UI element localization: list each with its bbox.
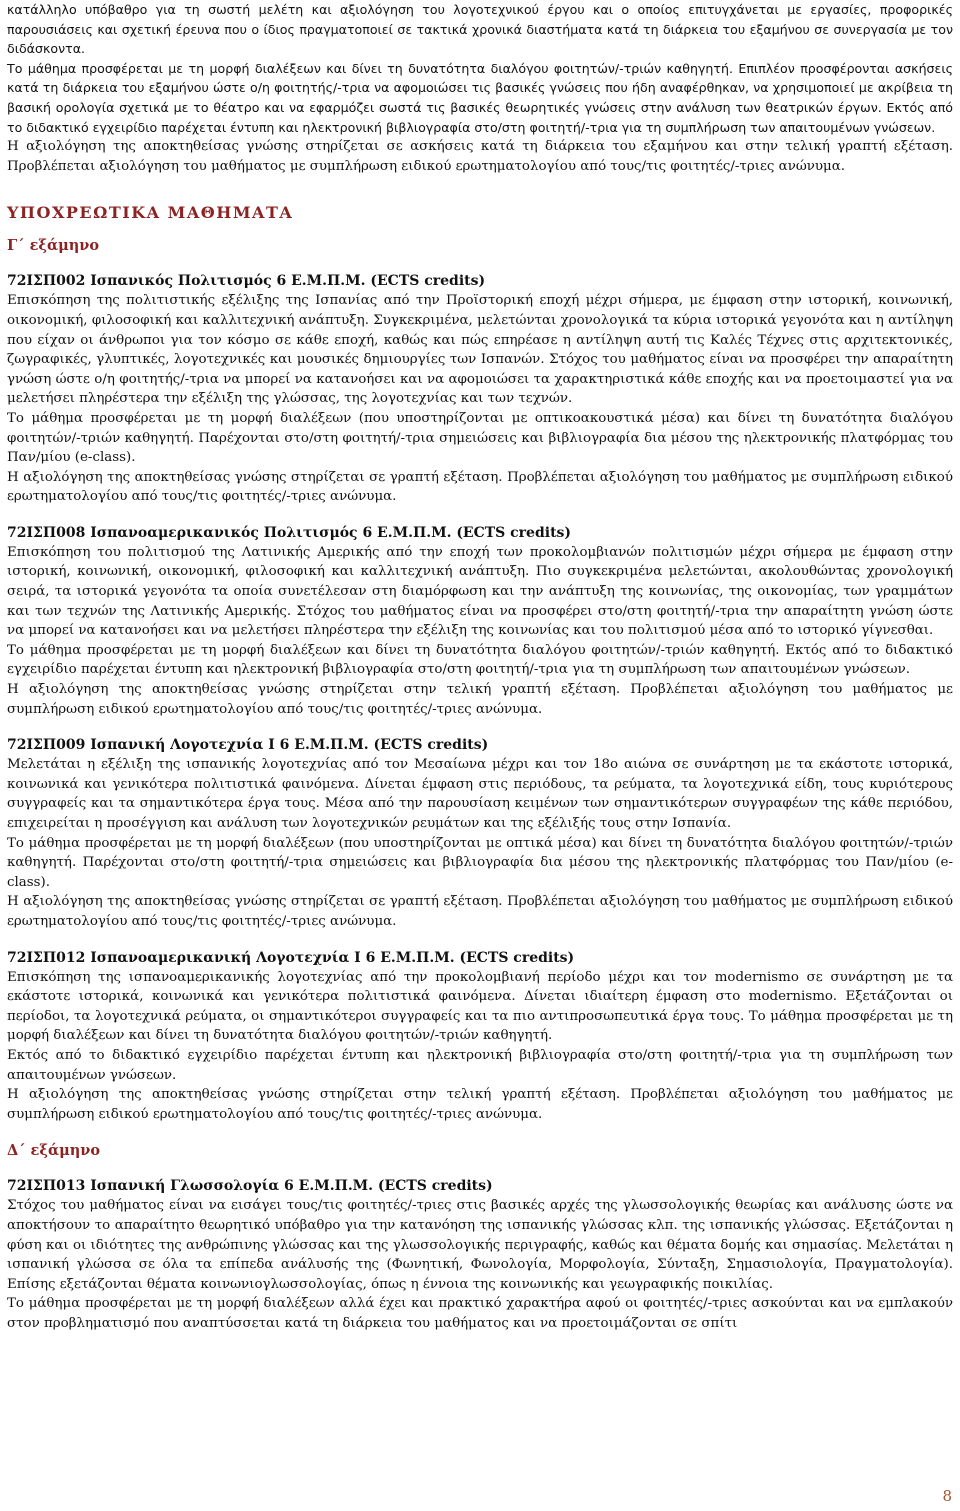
course-paragraph: Η αξιολόγηση της αποκτηθείσας γνώσης στηρίζεται σε γραπτή εξέταση. Προβλέπεται αξιολόγηση του μαθήματος με συμπλήρωση ειδικού ερωτηματολογίου από τους/τις φοιτητές/-τριες ανώνυμα. — [7, 469, 953, 505]
course-paragraph: Η αξιολόγηση της αποκτηθείσας γνώσης στηρίζεται σε γραπτή εξέταση. Προβλέπεται αξιολόγηση του μαθήματος με συμπλήρωση ειδικού ερωτηματολογίου από τους/τις φοιτητές/-τριες ανώνυμα. — [7, 894, 953, 929]
course-paragraph: Μελετάται η εξέλιξη της ισπανικής λογοτεχνίας από τον Μεσαίωνα μέχρι και τον 18ο αιώνα σε συνάρτηση με τα εκάστοτε ιστορικά, κοινωνικά και γενικότερα πολιτιστικά φαινόμενα. Δίνεται έμφαση στις περιόδους, τα ρεύματα, τα λογοτεχνικά είδη, τους κυριότερους συγγραφείς και τα σημαντικότερα έργα τους. Μέσα από την παρουσίαση κειμένων των σημαντικότερων συγγραφέων της κάθε περιόδου, επιχειρείται η προσέγγιση και ανάλυση των λογοτεχνικών ρευμάτων και της εξέλιξής τους στην Ισπανία. — [7, 757, 953, 831]
course-paragraph: Το μάθημα προσφέρεται με τη μορφή διαλέξεων αλλά έχει και πρακτικό χαρακτήρα αφού οι φοιτητές/-τριες ασκούνται και να εμπλακούν στον προβληματισμό που αναπτύσσεται κατά τη διάρκεια του μαθήματος και να προετοιμάζονται σε σπίτι — [7, 1296, 953, 1331]
document-page — [7, 0, 953, 1333]
course-title: 72ΙΣΠ002 Ισπανικός Πολιτισμός 6 Ε.Μ.Π.Μ. (ECTS credits) — [7, 273, 486, 290]
course-paragraph: Η αξιολόγηση της αποκτηθείσας γνώσης στηρίζεται στην τελική γραπτή εξέταση. Προβλέπεται αξιολόγηση του μαθήματος με συμπλήρωση ειδικού ερωτηματολογίου από τους/τις φοιτητές/-τριες ανώνυμα. — [7, 1087, 953, 1122]
intro-paragraph: κατάλληλο υπόβαθρο για τη σωστή μελέτη και αξιολόγηση του λογοτεχνικού έργου και ο οποίος επιτυγχάνεται με εργασίες, προφορικές παρουσιάσεις και σχετική έρευνα που ο ίδιος πραγματοποιεί σε τακτικά χρονικά διαστήματα κατά τη διάρκεια του εξαμήνου σε συνεργασία με τον διδάσκοντα. — [7, 2, 953, 57]
course-block — [7, 735, 953, 931]
page-number: 8 — [942, 1487, 952, 1505]
semester-heading-d: Δ΄ εξάμηνο — [7, 1142, 100, 1160]
course-block — [7, 1176, 953, 1333]
course-title: 72ΙΣΠ012 Ισπανοαμερικανική Λογοτεχνία Ι 6 Ε.Μ.Π.Μ. (ECTS credits) — [7, 949, 575, 966]
section-title: ΥΠΟΧΡΕΩΤΙΚΑ ΜΑΘΗΜΑΤΑ — [7, 203, 294, 223]
course-title: 72ΙΣΠ009 Ισπανική Λογοτεχνία Ι 6 Ε.Μ.Π.Μ. (ECTS credits) — [7, 737, 489, 754]
course-block — [7, 948, 953, 1125]
course-paragraph: Επισκόπηση της πολιτιστικής εξέλιξης της Ισπανίας από την Προϊστορική εποχή μέχρι σήμερα, με έμφαση στην ιστορική, κοινωνική, οικονομική, φιλοσοφική και καλλιτεχνική ανάπτυξη. Συγκεκριμένα, μελετώνται χρονολογικά τα κύρια ιστορικά γεγονότα και η αντίληψη που είχαν οι άνθρωποι για τον κόσμο σε κάθε εποχή, καθώς και πώς επηρέασε η αντίληψη αυτή τις Καλές Τέχνες στις αρχιτεκτονικές, ζωγραφικές, γλυπτικές, λογοτεχνικές και μουσικές δημιουργίες των Ισπανών. Στόχος του μαθήματος είναι να προσφέρει την απαραίτητη γνώση ώστε ο/η φοιτητής/-τρια να μπορεί να κατανοήσει και να αφομοιώσει τα χαρακτηριστικά κάθε εποχής και να προετοιμαστεί για να μελετήσει πληρέστερα την εξέλιξη της γλώσσας, της λογοτεχνίας και των τεχνών. — [7, 293, 953, 407]
course-paragraph: Επισκόπηση του πολιτισμού της Λατινικής Αμερικής από την εποχή των προκολομβιανών πολιτισμών μέχρι σήμερα με έμφαση στην ιστορική, κοινωνική, οικονομική, φιλοσοφική και καλλιτεχνική ανάπτυξη. Πιο συγκεκριμένα μελετώνται, ακολουθώντας χρονολογική σειρά, τα ιστορικά γεγονότα τα οποία συνετέλεσαν στη διαμόρφωση και την ανάπτυξη της κοινωνίας, της οικονομίας, των γραμμάτων και των τεχνών της Λατινικής Αμερικής. Στόχος του μαθήματος είναι να προσφέρει στο/στη φοιτητή/-τρια την απαραίτητη γνώση ώστε να μπορεί να κατανοήσει και να μελετήσει πληρέστερα την εξέλιξη της κοινωνίας και του πολιτισμού μέσα από το ιστορικό γίγνεσθαι. — [7, 544, 953, 639]
course-title: 72ΙΣΠ008 Ισπανοαμερικανικός Πολιτισμός 6 Ε.Μ.Π.Μ. (ECTS credits) — [7, 524, 572, 541]
intro-text — [7, 0, 953, 176]
course-block — [7, 523, 953, 719]
intro-paragraph: Η αξιολόγηση της αποκτηθείσας γνώσης στηρίζεται σε ασκήσεις κατά τη διάρκεια του εξαμήνου και στην τελική γραπτή εξέταση. Προβλέπεται αξιολόγηση του μαθήματος με συμπλήρωση ειδικού ερωτηματολογίου από τους/τις φοιτητές/-τριες ανώνυμα. — [7, 139, 953, 174]
course-paragraph: Εκτός από το διδακτικό εγχειρίδιο παρέχεται έντυπη και ηλεκτρονική βιβλιογραφία στο/στη φοιτητή/-τρια για τη συμπλήρωση των απαιτουμένων γνώσεων. — [7, 1047, 953, 1083]
semester-heading-c: Γ΄ εξάμηνο — [7, 237, 100, 255]
course-paragraph: Η αξιολόγηση της αποκτηθείσας γνώσης στηρίζεται στην τελική γραπτή εξέταση. Προβλέπεται αξιολόγηση του μαθήματος με συμπλήρωση ειδικού ερωτηματολογίου από τους/τις φοιτητές/-τριες ανώνυμα. — [7, 682, 953, 717]
course-title: 72ΙΣΠ013 Ισπανική Γλωσσολογία 6 Ε.Μ.Π.Μ. (ECTS credits) — [7, 1178, 493, 1195]
course-paragraph: Το μάθημα προσφέρεται με τη μορφή διαλέξεων (που υποστηρίζονται με οπτικοακουστικά μέσα) και δίνει τη δυνατότητα διαλόγου φοιτητών/-τριών καθηγητή. Παρέχονται στο/στη φοιτητή/-τρια σημειώσεις και βιβλιογραφία δια μέσου της ηλεκτρονικής πλατφόρμας του Παν/μίου (e-class). — [7, 410, 953, 466]
course-block — [7, 271, 953, 507]
course-paragraph: Επισκόπηση της ισπανοαμερικανικής λογοτεχνίας από την προκολομβιανή περίοδο μέχρι και τον modernismo σε συνάρτηση με τα εκάστοτε ιστορικά, κοινωνικά και γενικότερα πολιτιστικά φαινόμενα. Δίνεται ιδιαίτερη έμφαση στο modernismo. Εξετάζονται οι περίοδοι, τα λογοτεχνικά ρεύματα, οι σημαντικότεροι συγγραφείς και τα πιο αντιπροσωπευτικά έργα τους. Το μάθημα προσφέρεται με τη μορφή διαλέξεων και δίνει τη δυνατότητα διαλόγου φοιτητών/-τριών καθηγητή. — [7, 969, 953, 1044]
course-paragraph: Το μάθημα προσφέρεται με τη μορφή διαλέξεων (που υποστηρίζονται με οπτικά μέσα) και δίνει τη δυνατότητα διαλόγου φοιτητών/-τριών καθηγητή. Παρέχονται στο/στη φοιτητή/-τρια σημειώσεις και βιβλιογραφία δια μέσου της ηλεκτρονικής πλατφόρμας του Παν/μίου (e-class). — [7, 835, 953, 890]
course-paragraph: Το μάθημα προσφέρεται με τη μορφή διαλέξεων και δίνει τη δυνατότητα διαλόγου φοιτητών/-τριών καθηγητή. Εκτός από το διδακτικό εγχειρίδιο παρέχεται έντυπη και ηλεκτρονική βιβλιογραφία στο/στη φοιτητή/-τρια για τη συμπλήρωση των απαιτουμένων γνώσεων. — [7, 642, 953, 678]
intro-paragraph: Το μάθημα προσφέρεται με τη μορφή διαλέξεων και δίνει τη δυνατότητα διαλόγου φοιτητών/-τριών καθηγητή. Επιπλέον προσφέρονται ασκήσεις κατά τη διάρκεια του εξαμήνου ώστε ο/η φοιτητής/-τρια να αφομοιώσει τις βασικές γνώσεις που ήδη αναφέρθηκαν, να χρησιμοποιεί με ακρίβεια τη βασική ορολογία σχετικά με το θέατρο και να εφαρμόζει σωστά τις βασικές θεωρητικές γνώσεις στην ανάλυση των θεατρικών έργων. Εκτός από το διδακτικό εγχειρίδιο παρέχεται έντυπη και ηλεκτρονική βιβλιογραφία στο/στη φοιτητή/-τρια για τη συμπλήρωση των απαιτουμένων γνώσεων. — [7, 60, 953, 135]
course-paragraph: Στόχος του μαθήματος είναι να εισάγει τους/τις φοιτητές/-τριες στις βασικές αρχές της γλωσσολογικής θεωρίας και ανάλυσης ώστε να αποκτήσουν το απαραίτητο θεωρητικό υπόβαθρο για την κατανόηση της ισπανικής γλώσσας κλπ. της ισπανικής γλώσσας. Εξετάζονται η φύση και οι ιδιότητες της ανθρώπινης γλώσσας και της γλωσσολογικής περιγραφής, καθώς και θέματα δομής και σημασίας. Μελετάται η ισπανική γλώσσα σε όλα τα επίπεδα ανάλυσής της (Φωνητική, Φωνολογία, Μορφολογία, Σύνταξη, Σημασιολογία, Πραγματολογία). Επίσης εξετάζονται θέματα κοινωνιογλωσσολογίας, όπως η έννοια της κοινωνικής και γεωγραφικής ποικιλίας. — [7, 1198, 953, 1292]
